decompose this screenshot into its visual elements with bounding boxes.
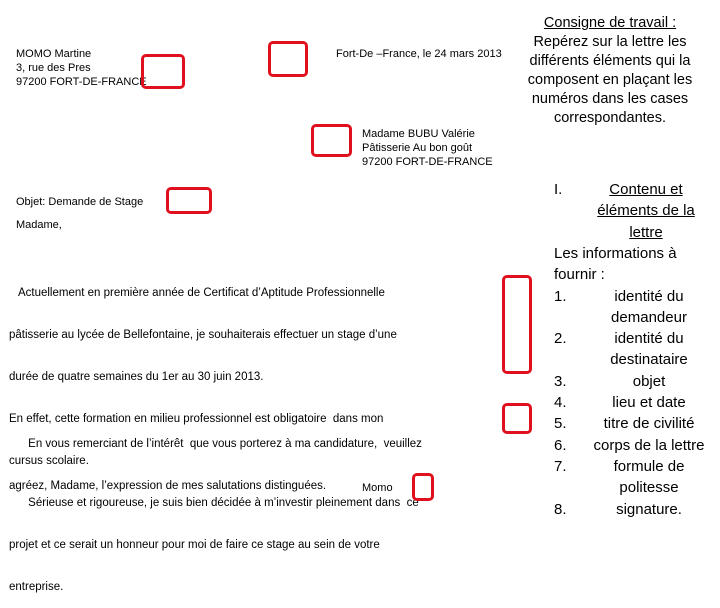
closing-line: agréez, Madame, l’expression de mes salutations distinguées. (9, 480, 327, 492)
list-item-line: signature. (616, 500, 682, 518)
body-line: projet et ce serait un honneur pour moi de faire ce stage au sein de votre (9, 539, 380, 551)
list-item (554, 371, 714, 392)
closing-line: En vous remerciant de l’intérêt que vous porterez à ma candidature, veuillez (9, 438, 422, 450)
sender-city: 97200 FORT-DE-FRANCE (16, 76, 147, 88)
contents-section (554, 179, 708, 243)
list-item-number: 5. (554, 415, 567, 433)
answer-box-body[interactable] (502, 275, 532, 374)
recipient-company: Pâtisserie Au bon goût (362, 142, 473, 154)
list-item-number: 7. (554, 457, 567, 475)
section-title (554, 179, 708, 243)
section-title-line: Contenu et (609, 181, 683, 198)
body-line: durée de quatre semaines du 1er au 30 juin 2013. (9, 371, 264, 383)
intro-line: Les informations à (554, 245, 677, 262)
sender-block (16, 47, 147, 89)
list-item-line: corps de la lettre (593, 436, 705, 454)
instruction-line: différents éléments qui la (529, 53, 691, 69)
place-date: Fort-De –France, le 24 mars 2013 (336, 48, 502, 60)
list-item-text (584, 456, 714, 499)
list-item-line: identité du (614, 287, 684, 305)
intro-line: fournir : (554, 266, 605, 284)
list-item-number: 3. (554, 372, 567, 390)
list-item-line: demandeur (611, 308, 687, 326)
list-item (554, 392, 714, 413)
list-item-text (584, 286, 714, 329)
section-title-line: éléments de la (597, 202, 695, 220)
body-line: En effet, cette formation en milieu professionnel est obligatoire dans mon (9, 413, 384, 425)
list-item-line: lieu et date (612, 394, 686, 412)
instruction-line: Repérez sur la lettre les (533, 34, 687, 50)
instruction-line: composent en plaçant les (527, 72, 693, 88)
section-title-text (584, 179, 708, 243)
answer-box-closing[interactable] (502, 403, 532, 434)
sender-name: MOMO Martine (16, 48, 92, 60)
answer-box-recipient[interactable] (311, 124, 352, 157)
instruction-heading: Consigne de travail : (543, 15, 677, 31)
recipient-block (362, 127, 493, 169)
signature: Momo (362, 482, 393, 494)
elements-list (554, 286, 714, 520)
salutation: Madame, (16, 219, 62, 231)
list-item-number: 8. (554, 500, 567, 518)
list-item-number: 2. (554, 330, 567, 348)
answer-box-sender[interactable] (141, 54, 185, 89)
list-item (554, 286, 714, 329)
list-item (554, 328, 714, 371)
recipient-city: 97200 FORT-DE-FRANCE (362, 156, 493, 168)
list-item-line: titre de civilité (603, 415, 695, 433)
instruction-line: correspondantes. (553, 110, 667, 126)
list-item (554, 435, 714, 456)
list-item-number: 6. (554, 436, 567, 454)
answer-box-object[interactable] (166, 187, 212, 214)
list-item-line: objet (632, 372, 666, 390)
instruction-line: numéros dans les cases (531, 91, 689, 107)
list-item-number: 1. (554, 287, 567, 305)
list-item (554, 499, 714, 520)
section-roman-numeral: I. (554, 181, 563, 198)
body-line: Actuellement en première année de Certificat d’Aptitude Professionnelle (9, 287, 385, 299)
list-item-line: identité du (614, 330, 684, 348)
recipient-name: Madame BUBU Valérie (362, 128, 475, 140)
list-item-number: 4. (554, 394, 567, 412)
list-item (554, 456, 714, 499)
list-item-text (584, 328, 714, 371)
list-item-line: formule de (613, 457, 685, 475)
answer-box-signature[interactable] (412, 473, 434, 501)
contents-list (554, 243, 714, 520)
list-item (554, 413, 714, 434)
answer-box-date[interactable] (268, 41, 308, 77)
body-line: cursus scolaire. (9, 455, 89, 467)
object-line: Objet: Demande de Stage (16, 196, 144, 208)
list-item-line: politesse (619, 479, 679, 497)
body-line: Sérieuse et rigoureuse, je suis bien décidée à m’investir pleinement dans ce (9, 497, 419, 509)
body-line: entreprise. (9, 581, 64, 593)
list-item-line: destinataire (610, 351, 688, 369)
sender-street: 3, rue des Pres (16, 62, 91, 74)
body-line: pâtisserie au lycée de Bellefontaine, je souhaiterais effectuer un stage d’une (9, 329, 397, 341)
instruction-block (512, 14, 708, 128)
section-title-line: lettre (629, 223, 663, 241)
